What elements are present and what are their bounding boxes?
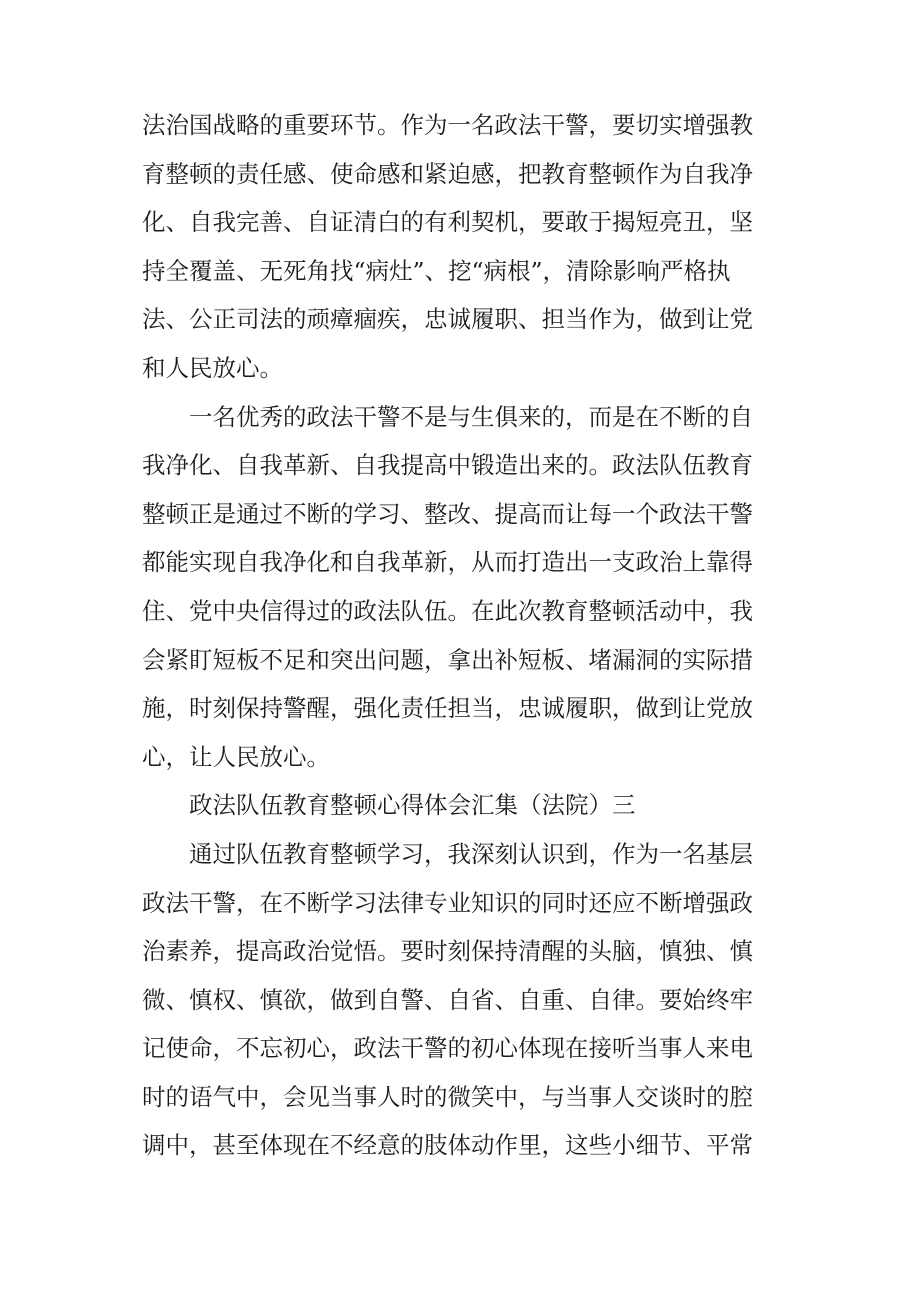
text-line-2: 育整顿的责任感、使命感和紧迫感，把教育整顿作为自我净 — [142, 159, 753, 188]
text-line-5: 法、公正司法的顽瘴痼疾，忠诚履职、担当作为，做到让党 — [142, 305, 753, 334]
text-line-16: 通过队伍教育整顿学习，我深刻认识到，作为一名基层 — [142, 839, 753, 868]
text-line-10: 都能实现自我净化和自我革新，从而打造出一支政治上靠得 — [142, 548, 753, 577]
text-line-22: 调中，甚至体现在不经意的肢体动作里，这些小细节、平常 — [142, 1131, 753, 1160]
text-line-11: 住、党中央信得过的政法队伍。在此次教育整顿活动中，我 — [142, 596, 753, 625]
text-line-19: 微、慎权、慎欲，做到自警、自省、自重、自律。要始终牢 — [142, 985, 753, 1014]
text-line-14: 心，让人民放心。 — [142, 742, 330, 771]
text-line-21: 时的语气中，会见当事人时的微笑中，与当事人交谈时的腔 — [142, 1082, 753, 1111]
text-line-6: 和人民放心。 — [142, 353, 283, 382]
text-line-9: 整顿正是通过不断的学习、整改、提高而让每一个政法干警 — [142, 499, 753, 528]
text-line-8: 我净化、自我革新、自我提高中锻造出来的。政法队伍教育 — [142, 451, 753, 480]
document-body — [142, 101, 786, 1170]
text-line-17: 政法干警，在不断学习法律专业知识的同时还应不断增强政 — [142, 888, 753, 917]
text-line-12: 会紧盯短板不足和突出问题，拿出补短板、堵漏洞的实际措 — [142, 645, 753, 674]
text-line-18: 治素养，提高政治觉悟。要时刻保持清醒的头脑，慎独、慎 — [142, 937, 753, 966]
text-line-20: 记使命，不忘初心，政法干警的初心体现在接听当事人来电 — [142, 1034, 753, 1063]
text-line-1: 法治国战略的重要环节。作为一名政法干警，要切实增强教 — [142, 111, 753, 139]
text-line-7: 一名优秀的政法干警不是与生俱来的，而是在不断的自 — [142, 402, 753, 431]
text-line-3: 化、自我完善、自证清白的有利契机，要敢于揭短亮丑，坚 — [142, 208, 753, 237]
text-line-4: 持全覆盖、无死角找“病灶”、挖“病根”，清除影响严格执 — [142, 256, 731, 285]
section-heading: 政法队伍教育整顿心得体会汇集（法院）三 — [142, 791, 636, 820]
text-line-13: 施，时刻保持警醒，强化责任担当，忠诚履职，做到让党放 — [142, 694, 753, 723]
